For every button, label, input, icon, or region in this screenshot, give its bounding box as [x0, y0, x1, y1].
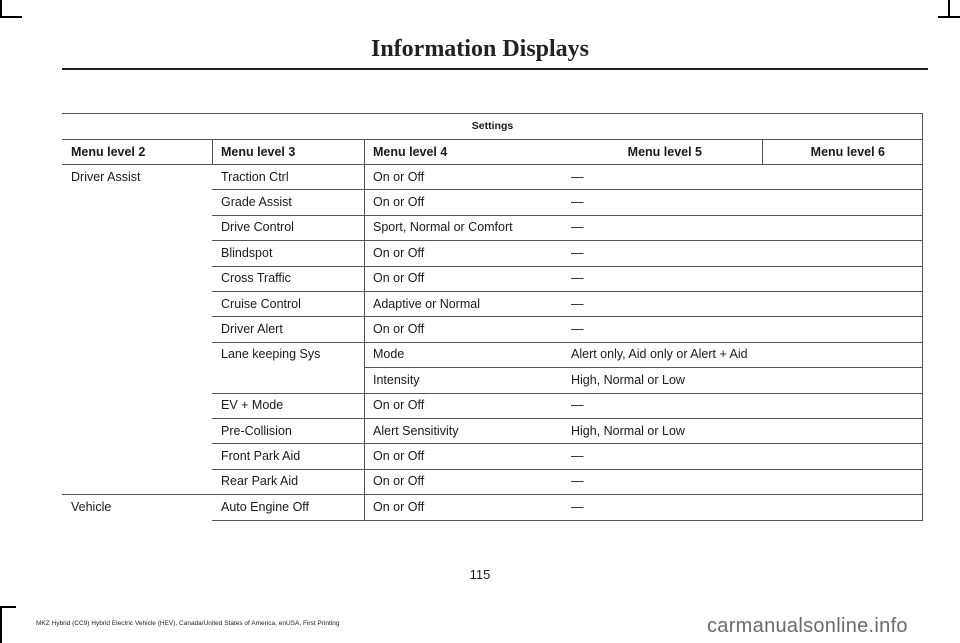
table-rule [364, 139, 365, 164]
table-row [62, 316, 923, 341]
table-cell-l4: On or Off [373, 449, 425, 464]
column-header: Menu level 3 [221, 144, 296, 159]
table-row [62, 494, 923, 519]
table-row [62, 469, 923, 494]
table-rule [364, 164, 365, 520]
table-cell-l3: Driver Alert [221, 322, 283, 337]
table-cell-l3: Cross Traffic [221, 271, 291, 286]
table-cell-l5: — [571, 296, 584, 311]
table-cell-l3: Blindspot [221, 245, 273, 260]
column-header: Menu level 6 [810, 144, 885, 159]
crop-mark [0, 16, 22, 18]
table-cell-l3: Drive Control [221, 220, 294, 235]
table-row [62, 393, 923, 418]
header-divider [62, 68, 928, 70]
table-cell-l5: — [571, 449, 584, 464]
table-cell-l2: Vehicle [71, 499, 112, 514]
table-cell-l5: — [571, 169, 584, 184]
table-cell-l4: Sport, Normal or Comfort [373, 220, 513, 235]
table-cell-l5: — [571, 195, 584, 210]
table-cell-l3: Traction Ctrl [221, 169, 289, 184]
column-header: Menu level 4 [373, 144, 448, 159]
table-cell-l4: Mode [373, 347, 405, 362]
table-cell-l4: On or Off [373, 474, 425, 489]
column-header: Menu level 5 [627, 144, 702, 159]
table-cell-l4: On or Off [373, 271, 425, 286]
table-cell-l3: Auto Engine Off [221, 499, 310, 514]
table-cell-l3: Lane keeping Sys [221, 347, 321, 362]
table-row [62, 367, 923, 392]
table-rule [212, 520, 923, 521]
table-cell-l3: EV + Mode [221, 398, 284, 413]
table-rule [762, 139, 763, 164]
table-cell-l4: Intensity [373, 372, 420, 387]
page-number: 115 [469, 567, 491, 582]
footer-text: MKZ Hybrid (CC9) Hybrid Electric Vehicle (HEV), Canada/United States of America, enUSA, First Printing [36, 620, 340, 627]
table-row [62, 164, 923, 189]
table-cell-l5: — [571, 474, 584, 489]
table-cell-l5: — [571, 271, 584, 286]
table-cell-l4: On or Off [373, 169, 425, 184]
table-cell-l3: Front Park Aid [221, 449, 301, 464]
table-cell-l5: High, Normal or Low [571, 423, 685, 438]
table-cell-l5: — [571, 398, 584, 413]
table-rule [62, 113, 923, 114]
table-cell-l5: High, Normal or Low [571, 372, 685, 387]
table-cell-l3: Grade Assist [221, 195, 292, 210]
table-row [62, 342, 923, 367]
table-caption: Settings [471, 120, 514, 132]
table-cell-l5: — [571, 499, 584, 514]
table-row [62, 418, 923, 443]
table-cell-l2: Driver Assist [71, 169, 141, 184]
table-cell-l3: Rear Park Aid [221, 474, 299, 489]
table-header-row [62, 139, 923, 164]
table-row [62, 291, 923, 316]
table-cell-l4: On or Off [373, 499, 425, 514]
table-cell-l4: Alert Sensitivity [373, 423, 459, 438]
table-row [62, 266, 923, 291]
table-cell-l4: On or Off [373, 322, 425, 337]
table-cell-l5: Alert only, Aid only or Alert + Aid [571, 347, 748, 362]
table-cell-l5: — [571, 220, 584, 235]
crop-mark [938, 16, 960, 18]
table-cell-l3: Pre-Collision [221, 423, 292, 438]
crop-mark [0, 606, 16, 608]
table-row [62, 240, 923, 265]
table-cell-l4: On or Off [373, 245, 425, 260]
table-row [62, 443, 923, 468]
table-cell-l5: — [571, 245, 584, 260]
crop-mark [0, 606, 2, 643]
page-title: Information Displays [370, 36, 590, 62]
column-header: Menu level 2 [71, 144, 146, 159]
table-row [62, 215, 923, 240]
table-cell-l4: Adaptive or Normal [373, 296, 480, 311]
table-cell-l4: On or Off [373, 195, 425, 210]
table-cell-l4: On or Off [373, 398, 425, 413]
table-row [62, 189, 923, 214]
table-cell-l3: Cruise Control [221, 296, 301, 311]
table-rule [212, 139, 213, 164]
watermark: carmanualsonline.info [707, 615, 908, 637]
table-cell-l5: — [571, 322, 584, 337]
